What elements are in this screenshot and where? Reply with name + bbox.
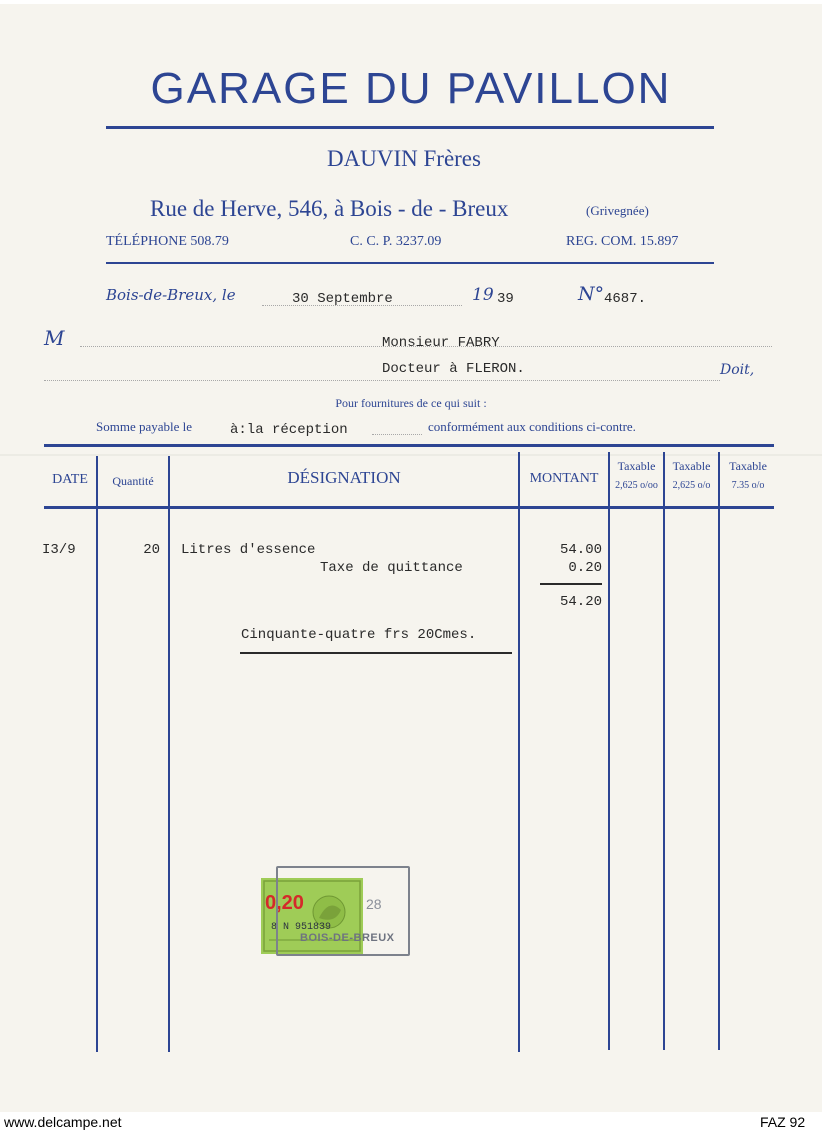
col-divider-date: [96, 456, 98, 1052]
number-label: N°: [578, 283, 605, 305]
row-tax-amount: 0.20: [568, 560, 602, 576]
ccp-number: C. C. P. 3237.09: [350, 234, 442, 249]
reg-com: REG. COM. 15.897: [566, 234, 679, 249]
doit-label: Doit,: [720, 362, 755, 378]
total-words-underline: [240, 652, 512, 654]
col-divider-tax1: [663, 452, 665, 1050]
company-address: Rue de Herve, 546, à Bois - de - Breux: [150, 196, 509, 221]
company-owners: DAUVIN Frères: [327, 146, 481, 171]
company-district: (Grivegnée): [586, 203, 649, 218]
header-taxable-1: Taxable: [617, 459, 656, 473]
header-amount: MONTANT: [529, 471, 599, 486]
telephone: TÉLÉPHONE 508.79: [106, 234, 229, 249]
header-taxable-3-rate: 7.35 o/o: [731, 480, 765, 491]
conditions-label: conformément aux conditions ci-contre.: [428, 419, 636, 434]
header-date: DATE: [52, 472, 88, 487]
year-suffix: 39: [497, 291, 514, 307]
paper-fold: [0, 454, 822, 456]
place-label: Bois-de-Breux, le: [106, 286, 236, 304]
cancellation-text: BOIS-DE-BREUX: [300, 932, 395, 944]
row-total: 54.20: [559, 594, 602, 610]
sum-line: [540, 583, 602, 585]
row-quantity: 20: [143, 542, 160, 558]
date-value: 30 Septembre: [292, 291, 393, 307]
payable-label: Somme payable le: [96, 419, 193, 434]
row-date: I3/9: [42, 542, 76, 558]
supplies-label: Pour fournitures de ce qui suit :: [335, 396, 487, 410]
payable-value: à:la réception: [230, 422, 348, 438]
table-top-border: [44, 444, 774, 447]
company-title: GARAGE DU PAVILLON: [150, 64, 672, 113]
footer-site: www.delcampe.net: [4, 1114, 122, 1130]
col-divider-amount: [608, 452, 610, 1050]
stamp-serial: 8 N 951839: [271, 922, 332, 933]
row-amount: 54.00: [559, 542, 602, 558]
date-dots: [262, 305, 462, 306]
row-tax-item: Taxe de quittance: [320, 560, 463, 576]
header-taxable-2: Taxable: [672, 459, 711, 473]
total-in-words: Cinquante-quatre frs 20Cmes.: [241, 627, 477, 643]
footer-code: FAZ 92: [760, 1114, 806, 1130]
header-taxable-3: Taxable: [729, 459, 767, 473]
header-divider: [106, 262, 714, 264]
recipient-address: Docteur à FLERON.: [382, 361, 525, 377]
header-taxable-2-rate: 2,625 o/o: [672, 480, 711, 491]
m-label: M: [44, 326, 65, 350]
row-item: Litres d'essence: [181, 542, 316, 558]
recipient-dots-2: [44, 380, 720, 381]
col-divider-qty: [168, 456, 170, 1052]
stamp-value: 0,20: [265, 892, 304, 914]
year-prefix: 19: [472, 285, 494, 305]
payable-dots: [372, 434, 422, 435]
recipient-name: Monsieur FABRY: [382, 335, 500, 351]
header-quantity: Quantité: [112, 474, 154, 488]
title-underline: [106, 126, 714, 129]
header-designation: DÉSIGNATION: [287, 468, 401, 487]
cancellation-date: 28: [366, 896, 382, 912]
header-taxable-1-rate: 2,625 o/oo: [615, 480, 658, 491]
invoice-number: 4687.: [604, 291, 647, 307]
col-divider-tax2: [718, 452, 720, 1050]
